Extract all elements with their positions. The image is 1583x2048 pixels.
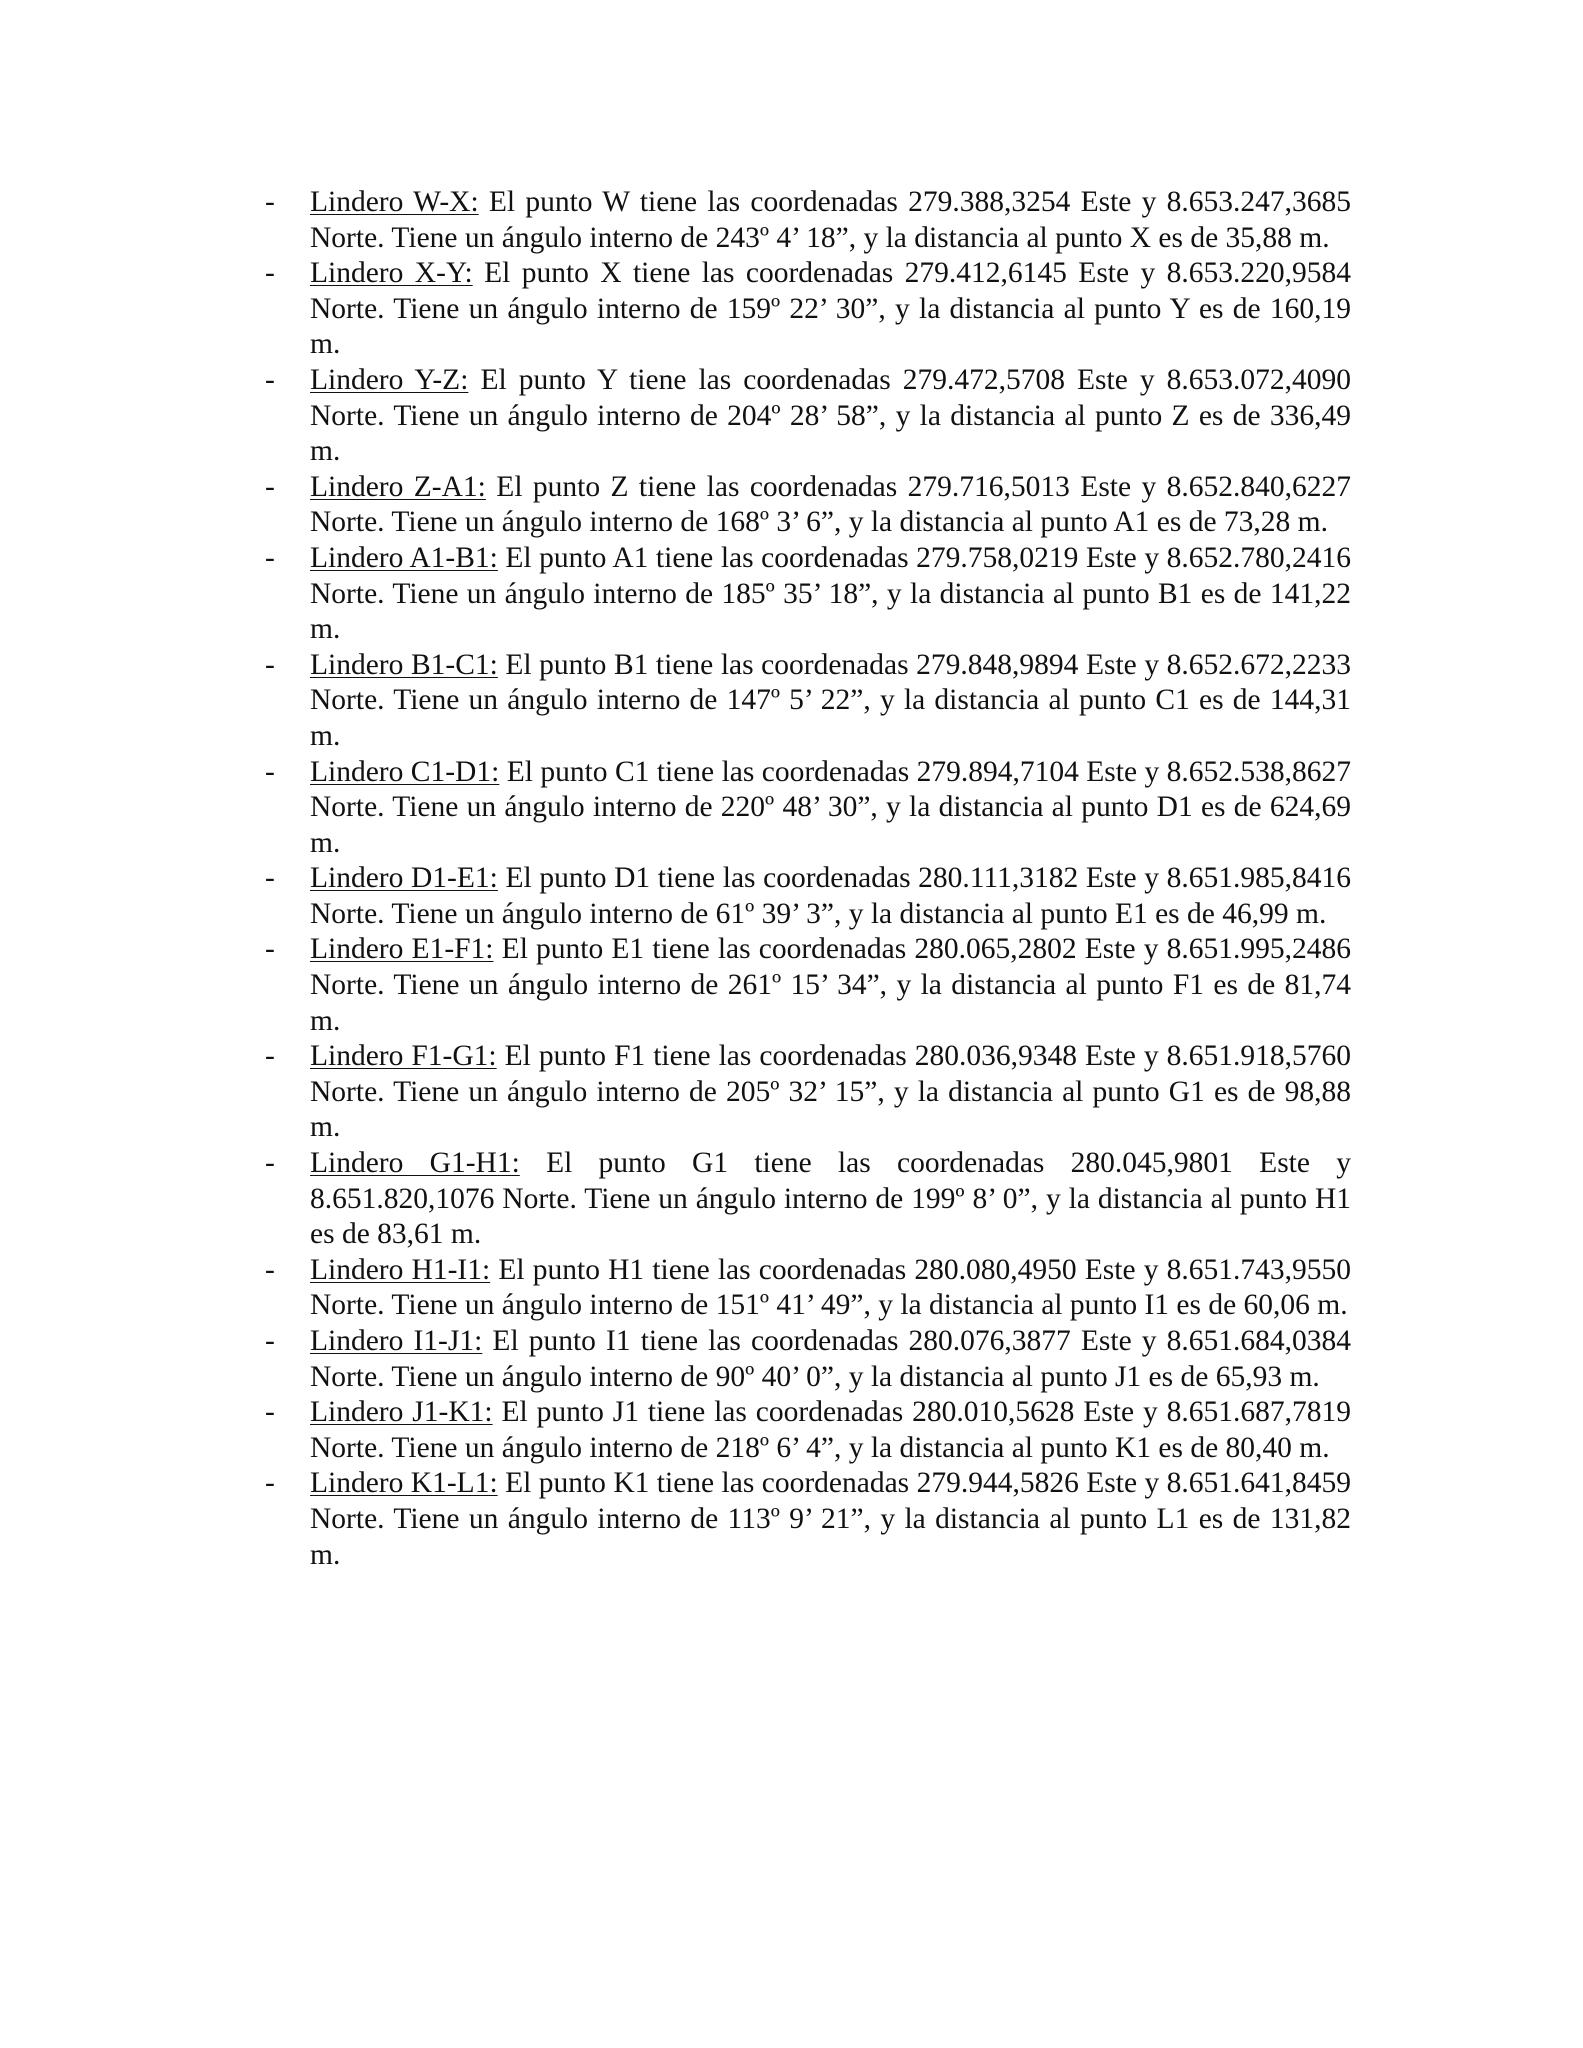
boundary-label: Lindero F1-G1:: [310, 1040, 497, 1073]
boundary-label: Lindero Y-Z:: [310, 363, 469, 396]
boundary-description: El punto D1 tiene las coordenadas 280.111,3182 Este y 8.651.985,8416 Norte. Tiene un ángulo interno de 61º 39’ 3”, y la distancia al punto E1 es de 46,99 m.: [310, 862, 1352, 930]
boundary-description: El punto A1 tiene las coordenadas 279.758,0219 Este y 8.652.780,2416 Norte. Tiene un ángulo interno de 185º 35’ 18”, y la distancia al punto B1 es de 141,22 m.: [310, 541, 1352, 646]
list-dash: -: [265, 1396, 275, 1429]
boundary-description: El punto B1 tiene las coordenadas 279.848,9894 Este y 8.652.672,2233 Norte. Tiene un ángulo interno de 147º 5’ 22”, y la distancia al punto C1 es de 144,31 m.: [310, 648, 1352, 752]
boundary-label: Lindero Z-A1:: [310, 470, 486, 503]
boundary-description: El punto Y tiene las coordenadas 279.472,5708 Este y 8.653.072,4090 Norte. Tiene un ángulo interno de 204º 28’ 58”, y la distancia al punto Z es de 336,49 m.: [310, 363, 1352, 468]
boundary-description: El punto W tiene las coordenadas 279.388,3254 Este y 8.653.247,3685 Norte. Tiene un ángulo interno de 243º 4’ 18”, y la distancia al punto X es de 35,88 m.: [310, 186, 1351, 254]
list-dash: -: [265, 186, 275, 218]
boundary-item: [263, 755, 1351, 862]
boundary-item: [263, 1039, 1351, 1146]
boundary-label: Lindero J1-K1:: [310, 1396, 493, 1429]
boundary-label: Lindero B1-C1:: [310, 648, 498, 681]
list-dash: -: [265, 1467, 275, 1500]
boundary-description: El punto X tiene las coordenadas 279.412,6145 Este y 8.653.220,9584 Norte. Tiene un ángulo interno de 159º 22’ 30”, y la distancia al punto Y es de 160,19 m.: [310, 257, 1351, 361]
boundary-item: [263, 1253, 1351, 1324]
boundary-description: El punto I1 tiene las coordenadas 280.076,3877 Este y 8.651.684,0384 Norte. Tiene un ángulo interno de 90º 40’ 0”, y la distancia al punto J1 es de 65,93 m.: [310, 1325, 1351, 1393]
boundary-label: Lindero W-X:: [310, 186, 479, 218]
boundary-label: Lindero G1-H1:: [310, 1147, 520, 1180]
boundary-label: Lindero D1-E1:: [310, 862, 498, 895]
list-dash: -: [265, 541, 275, 574]
boundary-description: El punto E1 tiene las coordenadas 280.065,2802 Este y 8.651.995,2486 Norte. Tiene un ángulo interno de 261º 15’ 34”, y la distancia al punto F1 es de 81,74 m.: [310, 933, 1352, 1037]
list-dash: -: [265, 1147, 275, 1180]
boundary-label: Lindero K1-L1:: [310, 1467, 498, 1500]
boundary-item: [263, 1395, 1351, 1466]
boundary-item: [263, 1324, 1351, 1395]
boundary-item: [263, 1146, 1351, 1253]
list-dash: -: [265, 933, 275, 966]
list-dash: -: [265, 257, 275, 290]
boundary-label: Lindero C1-D1:: [310, 755, 500, 788]
list-dash: -: [265, 363, 275, 396]
boundary-item: [263, 541, 1351, 648]
boundary-label: Lindero X-Y:: [310, 257, 473, 290]
list-dash: -: [265, 648, 275, 681]
boundary-item: [263, 363, 1351, 470]
boundary-item: [263, 185, 1351, 256]
boundary-description: El punto J1 tiene las coordenadas 280.010,5628 Este y 8.651.687,7819 Norte. Tiene un ángulo interno de 218º 6’ 4”, y la distancia al punto K1 es de 80,40 m.: [310, 1396, 1351, 1464]
boundary-item: [263, 470, 1351, 541]
boundary-description: El punto K1 tiene las coordenadas 279.944,5826 Este y 8.651.641,8459 Norte. Tiene un ángulo interno de 113º 9’ 21”, y la distancia al punto L1 es de 131,82 m.: [310, 1467, 1351, 1571]
list-dash: -: [265, 755, 275, 788]
list-dash: -: [265, 1325, 275, 1357]
boundary-label: Lindero A1-B1:: [310, 541, 498, 574]
boundary-list: [263, 185, 1351, 1573]
boundary-label: Lindero E1-F1:: [310, 933, 494, 966]
boundary-description: El punto F1 tiene las coordenadas 280.036,9348 Este y 8.651.918,5760 Norte. Tiene un ángulo interno de 205º 32’ 15”, y la distancia al punto G1 es de 98,88 m.: [310, 1040, 1351, 1144]
boundary-description: El punto H1 tiene las coordenadas 280.080,4950 Este y 8.651.743,9550 Norte. Tiene un ángulo interno de 151º 41’ 49”, y la distancia al punto I1 es de 60,06 m.: [310, 1253, 1352, 1322]
boundary-item: [263, 256, 1351, 363]
list-dash: -: [265, 1253, 275, 1286]
list-dash: -: [265, 862, 275, 895]
boundary-description: El punto C1 tiene las coordenadas 279.894,7104 Este y 8.652.538,8627 Norte. Tiene un ángulo interno de 220º 48’ 30”, y la distancia al punto D1 es de 624,69 m.: [310, 755, 1352, 859]
boundary-item: [263, 861, 1351, 932]
list-dash: -: [265, 1040, 275, 1073]
boundary-description: El punto G1 tiene las coordenadas 280.045,9801 Este y 8.651.820,1076 Norte. Tiene un ángulo interno de 199º 8’ 0”, y la distancia al punto H1 es de 83,61 m.: [310, 1147, 1351, 1251]
boundary-item: [263, 932, 1351, 1039]
boundary-item: [263, 1466, 1351, 1573]
boundary-description: El punto Z tiene las coordenadas 279.716,5013 Este y 8.652.840,6227 Norte. Tiene un ángulo interno de 168º 3’ 6”, y la distancia al punto A1 es de 73,28 m.: [310, 470, 1352, 539]
boundary-label: Lindero H1-I1:: [310, 1253, 491, 1286]
list-dash: -: [265, 470, 275, 503]
boundary-label: Lindero I1-J1:: [310, 1325, 483, 1357]
boundary-item: [263, 648, 1351, 755]
